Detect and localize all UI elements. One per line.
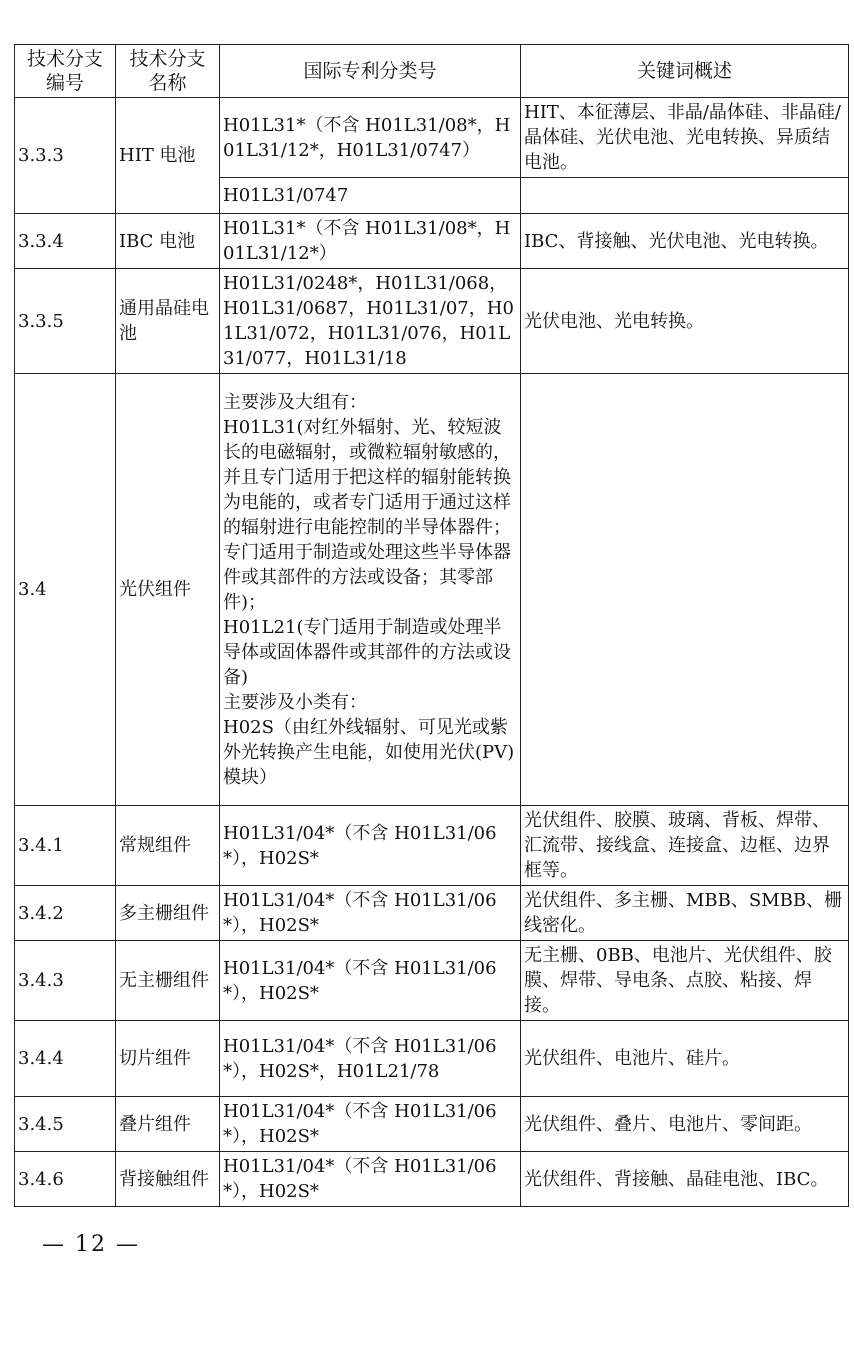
keywords-cell: 光伏组件、胶膜、玻璃、背板、焊带、汇流带、接线盒、连接盒、边框、边界框等。 — [521, 806, 849, 886]
table-row — [15, 1152, 849, 1207]
table-row — [15, 1021, 849, 1097]
ipc-cell: 主要涉及大组有： H01L31(对红外辐射、光、较短波长的电磁辐射，或微粒辐射敏感的，并且专门适用于把这样的辐射能转换为电能的，或者专门适用于通过这样的辐射进行电能控制的半导体器件；专门适用于制造或处理这些半导体器件或其部件的方法或设备；其零部件)； H01L21(专门适用于制造或处理半导体或固体器件或其部件的方法或设备) 主要涉及小类有： H02S（由红外线辐射、可见光或紫外光转换产生电能，如使用光伏(PV)模块） — [220, 374, 521, 806]
header-branch-name: 技术分支 名称 — [116, 45, 220, 98]
branch-id-cell: 3.3.5 — [15, 269, 116, 374]
ipc-cell: H01L31/04*（不含 H01L31/06*），H02S* — [220, 886, 521, 941]
keywords-cell: 光伏电池、光电转换。 — [521, 269, 849, 374]
branch-id-cell: 3.4.3 — [15, 941, 116, 1021]
branch-id-cell: 3.4.2 — [15, 886, 116, 941]
keywords-cell: IBC、背接触、光伏电池、光电转换。 — [521, 214, 849, 269]
branch-id-cell: 3.3.4 — [15, 214, 116, 269]
keywords-cell — [521, 178, 849, 214]
ipc-cell: H01L31/04*（不含 H01L31/06*），H02S* — [220, 1152, 521, 1207]
branch-name-cell: 切片组件 — [116, 1021, 220, 1097]
branch-name-cell: HIT 电池 — [116, 98, 220, 214]
branch-id-cell: 3.3.3 — [15, 98, 116, 214]
keywords-cell: HIT、本征薄层、非晶/晶体硅、非晶硅/晶体硅、光伏电池、光电转换、异质结电池。 — [521, 98, 849, 178]
ipc-cell: H01L31/0248*，H01L31/068，H01L31/0687，H01L31/07，H01L31/072，H01L31/076，H01L31/077，H01L31/18 — [220, 269, 521, 374]
table-row — [15, 98, 849, 178]
header-branch-id: 技术分支 编号 — [15, 45, 116, 98]
ipc-cell: H01L31/04*（不含 H01L31/06*），H02S* — [220, 941, 521, 1021]
tech-branch-table — [14, 44, 849, 1207]
table-row — [15, 214, 849, 269]
branch-name-cell: 无主栅组件 — [116, 941, 220, 1021]
ipc-cell: H01L31*（不含 H01L31/08*，H01L31/12*，H01L31/0747） — [220, 98, 521, 178]
table-row — [15, 1097, 849, 1152]
table-row — [15, 941, 849, 1021]
keywords-cell: 光伏组件、叠片、电池片、零间距。 — [521, 1097, 849, 1152]
branch-id-cell: 3.4 — [15, 374, 116, 806]
branch-name-cell: 背接触组件 — [116, 1152, 220, 1207]
table-header-row — [15, 45, 849, 98]
branch-name-cell: 常规组件 — [116, 806, 220, 886]
branch-id-cell: 3.4.4 — [15, 1021, 116, 1097]
keywords-cell: 光伏组件、多主栅、MBB、SMBB、栅线密化。 — [521, 886, 849, 941]
ipc-cell: H01L31/04*（不含 H01L31/06*），H02S* — [220, 806, 521, 886]
branch-name-cell: 叠片组件 — [116, 1097, 220, 1152]
header-ipc: 国际专利分类号 — [220, 45, 521, 98]
keywords-cell — [521, 374, 849, 806]
branch-id-cell: 3.4.1 — [15, 806, 116, 886]
ipc-cell: H01L31*（不含 H01L31/08*，H01L31/12*） — [220, 214, 521, 269]
header-keywords: 关键词概述 — [521, 45, 849, 98]
branch-name-cell: 光伏组件 — [116, 374, 220, 806]
table-row — [15, 886, 849, 941]
ipc-cell: H01L31/04*（不含 H01L31/06*），H02S*，H01L21/78 — [220, 1021, 521, 1097]
branch-id-cell: 3.4.6 — [15, 1152, 116, 1207]
branch-name-cell: 通用晶硅电池 — [116, 269, 220, 374]
table-row — [15, 374, 849, 806]
branch-name-cell: IBC 电池 — [116, 214, 220, 269]
branch-name-cell: 多主栅组件 — [116, 886, 220, 941]
ipc-cell: H01L31/0747 — [220, 178, 521, 214]
keywords-cell: 光伏组件、背接触、晶硅电池、IBC。 — [521, 1152, 849, 1207]
branch-id-cell: 3.4.5 — [15, 1097, 116, 1152]
table-row — [15, 806, 849, 886]
table-row — [15, 269, 849, 374]
ipc-cell: H01L31/04*（不含 H01L31/06*），H02S* — [220, 1097, 521, 1152]
page-number: — 12 — — [42, 1232, 140, 1257]
keywords-cell: 无主栅、0BB、电池片、光伏组件、胶膜、焊带、导电条、点胶、粘接、焊接。 — [521, 941, 849, 1021]
keywords-cell: 光伏组件、电池片、硅片。 — [521, 1021, 849, 1097]
